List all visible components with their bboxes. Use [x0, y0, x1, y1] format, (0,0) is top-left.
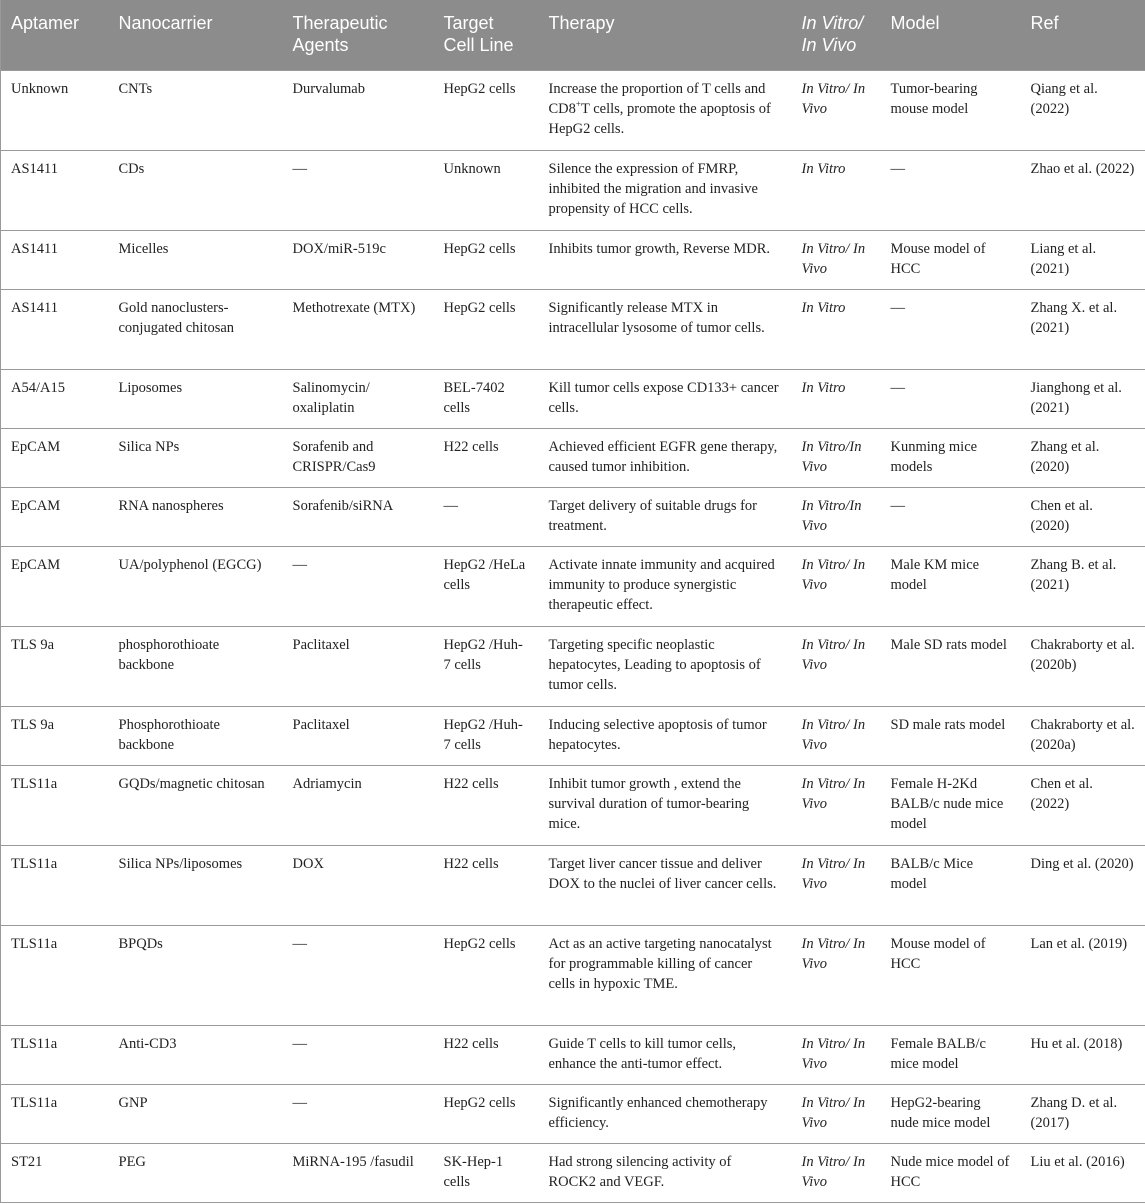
- cell-ref: Chen et al. (2022): [1021, 766, 1145, 846]
- table-header: [1, 0, 1145, 71]
- cell-ref: Hu et al. (2018): [1021, 1026, 1145, 1085]
- cell-aptamer: TLS 9a: [1, 627, 109, 707]
- table-row: [1, 370, 1145, 429]
- cell-therapy: Targeting specific neoplastic hepatocytes, Leading to apoptosis of tumor cells.: [539, 627, 792, 707]
- table-row: [1, 290, 1145, 370]
- cell-therapy: Activate innate immunity and acquired immunity to produce synergistic therapeutic effect.: [539, 547, 792, 627]
- cell-ref: Zhang B. et al. (2021): [1021, 547, 1145, 627]
- cell-model: Female H-2Kd BALB/c nude mice model: [881, 766, 1021, 846]
- cell-agents: Sorafenib/siRNA: [283, 488, 434, 547]
- cell-agents: Paclitaxel: [283, 707, 434, 766]
- cell-ref: Ding et al. (2020): [1021, 846, 1145, 926]
- cell-cell-line: BEL-7402 cells: [434, 370, 539, 429]
- cell-therapy: [539, 71, 792, 151]
- cell-cell-line: HepG2 /HeLa cells: [434, 547, 539, 627]
- cell-model: Nude mice model of HCC: [881, 1144, 1021, 1203]
- cell-study: In Vitro/ In Vivo: [792, 231, 881, 290]
- cell-therapy: Had strong silencing activity of ROCK2 and VEGF.: [539, 1144, 792, 1203]
- cell-cell-line: —: [434, 488, 539, 547]
- table-row: [1, 1144, 1145, 1203]
- cell-agents: MiRNA-195 /fasudil: [283, 1144, 434, 1203]
- cell-study: In Vitro/In Vivo: [792, 429, 881, 488]
- cell-therapy: Guide T cells to kill tumor cells, enhance the anti-tumor effect.: [539, 1026, 792, 1085]
- cell-nanocarrier: CNTs: [109, 71, 283, 151]
- cell-cell-line: H22 cells: [434, 429, 539, 488]
- cell-therapy: Target delivery of suitable drugs for treatment.: [539, 488, 792, 547]
- cell-model: SD male rats model: [881, 707, 1021, 766]
- cell-study: In Vitro/ In Vivo: [792, 71, 881, 151]
- table-row: [1, 1026, 1145, 1085]
- cell-model: Mouse model of HCC: [881, 926, 1021, 1026]
- cell-ref: Chen et al. (2020): [1021, 488, 1145, 547]
- cell-therapy: Kill tumor cells expose CD133+ cancer cells.: [539, 370, 792, 429]
- table-row: [1, 488, 1145, 547]
- header-in-vitro-in-vivo: In Vitro/ In Vivo: [792, 0, 881, 71]
- cell-aptamer: EpCAM: [1, 488, 109, 547]
- cell-agents: Methotrexate (MTX): [283, 290, 434, 370]
- table-body: [1, 71, 1145, 1203]
- cell-therapy: Achieved efficient EGFR gene therapy, caused tumor inhibition.: [539, 429, 792, 488]
- table-row: [1, 151, 1145, 231]
- cell-study: In Vitro/ In Vivo: [792, 1085, 881, 1144]
- cell-model: Tumor-bearing mouse model: [881, 71, 1021, 151]
- cell-aptamer: AS1411: [1, 151, 109, 231]
- cell-cell-line: SK-Hep-1 cells: [434, 1144, 539, 1203]
- cell-study: In Vitro/ In Vivo: [792, 1144, 881, 1203]
- table-row: [1, 429, 1145, 488]
- cell-aptamer: AS1411: [1, 231, 109, 290]
- cell-aptamer: A54/A15: [1, 370, 109, 429]
- cell-study: In Vitro/ In Vivo: [792, 627, 881, 707]
- cell-agents: DOX/miR-519c: [283, 231, 434, 290]
- header-nanocarrier: Nanocarrier: [109, 0, 283, 71]
- cell-model: Male SD rats model: [881, 627, 1021, 707]
- cell-agents: —: [283, 151, 434, 231]
- table-row: [1, 926, 1145, 1026]
- table-row: [1, 547, 1145, 627]
- cell-cell-line: HepG2 cells: [434, 71, 539, 151]
- cell-aptamer: TLS11a: [1, 846, 109, 926]
- cell-nanocarrier: Silica NPs/liposomes: [109, 846, 283, 926]
- cell-study: In Vitro/ In Vivo: [792, 926, 881, 1026]
- therapy-superscript: +: [575, 99, 581, 110]
- therapy-text-post: T cells, promote the apoptosis of HepG2 cells.: [548, 101, 771, 137]
- cell-aptamer: EpCAM: [1, 547, 109, 627]
- cell-nanocarrier: Anti-CD3: [109, 1026, 283, 1085]
- header-therapy: Therapy: [539, 0, 792, 71]
- header-model: Model: [881, 0, 1021, 71]
- cell-nanocarrier: BPQDs: [109, 926, 283, 1026]
- cell-ref: Zhao et al. (2022): [1021, 151, 1145, 231]
- therapy-text-pre: Increase the proportion of T cells and CD8: [548, 81, 766, 117]
- cell-agents: —: [283, 926, 434, 1026]
- cell-study: In Vitro/ In Vivo: [792, 547, 881, 627]
- cell-ref: Lan et al. (2019): [1021, 926, 1145, 1026]
- cell-nanocarrier: Micelles: [109, 231, 283, 290]
- cell-aptamer: Unknown: [1, 71, 109, 151]
- cell-study: In Vitro/ In Vivo: [792, 846, 881, 926]
- cell-aptamer: TLS11a: [1, 926, 109, 1026]
- cell-study: In Vitro/In Vivo: [792, 488, 881, 547]
- cell-nanocarrier: CDs: [109, 151, 283, 231]
- cell-cell-line: H22 cells: [434, 766, 539, 846]
- cell-cell-line: HepG2 cells: [434, 290, 539, 370]
- cell-nanocarrier: Silica NPs: [109, 429, 283, 488]
- cell-therapy: Significantly enhanced chemotherapy efficiency.: [539, 1085, 792, 1144]
- cell-nanocarrier: GNP: [109, 1085, 283, 1144]
- cell-aptamer: EpCAM: [1, 429, 109, 488]
- cell-nanocarrier: GQDs/magnetic chitosan: [109, 766, 283, 846]
- table-row: [1, 627, 1145, 707]
- cell-agents: Paclitaxel: [283, 627, 434, 707]
- cell-study: In Vitro: [792, 290, 881, 370]
- cell-therapy: Act as an active targeting nanocatalyst for programmable killing of cancer cells in hypoxic TME.: [539, 926, 792, 1026]
- cell-cell-line: H22 cells: [434, 846, 539, 926]
- table-row: [1, 707, 1145, 766]
- cell-agents: Adriamycin: [283, 766, 434, 846]
- cell-ref: Qiang et al. (2022): [1021, 71, 1145, 151]
- header-ref: Ref: [1021, 0, 1145, 71]
- cell-agents: —: [283, 1085, 434, 1144]
- cell-study: In Vitro/ In Vivo: [792, 707, 881, 766]
- cell-agents: Salinomycin/ oxaliplatin: [283, 370, 434, 429]
- cell-ref: Zhang D. et al. (2017): [1021, 1085, 1145, 1144]
- table-row: [1, 231, 1145, 290]
- cell-study: In Vitro: [792, 151, 881, 231]
- cell-cell-line: Unknown: [434, 151, 539, 231]
- cell-model: —: [881, 151, 1021, 231]
- header-aptamer: Aptamer: [1, 0, 109, 71]
- cell-nanocarrier: UA/polyphenol (EGCG): [109, 547, 283, 627]
- cell-model: Female BALB/c mice model: [881, 1026, 1021, 1085]
- cell-cell-line: HepG2 /Huh-7 cells: [434, 707, 539, 766]
- cell-ref: Zhang X. et al. (2021): [1021, 290, 1145, 370]
- cell-cell-line: HepG2 cells: [434, 926, 539, 1026]
- cell-cell-line: HepG2 /Huh-7 cells: [434, 627, 539, 707]
- cell-ref: Chakraborty et al. (2020a): [1021, 707, 1145, 766]
- cell-agents: —: [283, 1026, 434, 1085]
- header-target-cell-line: Target Cell Line: [434, 0, 539, 71]
- cell-nanocarrier: Liposomes: [109, 370, 283, 429]
- cell-agents: DOX: [283, 846, 434, 926]
- cell-model: —: [881, 488, 1021, 547]
- cell-agents: Sorafenib and CRISPR/Cas9: [283, 429, 434, 488]
- cell-study: In Vitro/ In Vivo: [792, 1026, 881, 1085]
- cell-model: —: [881, 370, 1021, 429]
- cell-nanocarrier: RNA nanospheres: [109, 488, 283, 547]
- cell-study: In Vitro: [792, 370, 881, 429]
- cell-ref: Chakraborty et al. (2020b): [1021, 627, 1145, 707]
- cell-nanocarrier: phosphorothioate backbone: [109, 627, 283, 707]
- cell-model: BALB/c Mice model: [881, 846, 1021, 926]
- cell-model: Mouse model of HCC: [881, 231, 1021, 290]
- header-row: [1, 0, 1145, 71]
- cell-ref: Zhang et al. (2020): [1021, 429, 1145, 488]
- table-row: [1, 1085, 1145, 1144]
- cell-ref: Liang et al. (2021): [1021, 231, 1145, 290]
- cell-aptamer: TLS11a: [1, 1026, 109, 1085]
- cell-study: In Vitro/ In Vivo: [792, 766, 881, 846]
- cell-therapy: Inducing selective apoptosis of tumor hepatocytes.: [539, 707, 792, 766]
- cell-therapy: Inhibit tumor growth , extend the survival duration of tumor-bearing mice.: [539, 766, 792, 846]
- cell-cell-line: HepG2 cells: [434, 231, 539, 290]
- cell-aptamer: TLS11a: [1, 1085, 109, 1144]
- cell-model: —: [881, 290, 1021, 370]
- cell-nanocarrier: Gold nanoclusters-conjugated chitosan: [109, 290, 283, 370]
- cell-ref: Liu et al. (2016): [1021, 1144, 1145, 1203]
- cell-therapy: Inhibits tumor growth, Reverse MDR.: [539, 231, 792, 290]
- cell-cell-line: H22 cells: [434, 1026, 539, 1085]
- cell-aptamer: TLS11a: [1, 766, 109, 846]
- cell-therapy: Target liver cancer tissue and deliver DOX to the nuclei of liver cancer cells.: [539, 846, 792, 926]
- header-therapeutic-agents: Therapeutic Agents: [283, 0, 434, 71]
- cell-agents: Durvalumab: [283, 71, 434, 151]
- table-row: [1, 846, 1145, 926]
- cell-aptamer: AS1411: [1, 290, 109, 370]
- cell-model: HepG2-bearing nude mice model: [881, 1085, 1021, 1144]
- cell-model: Male KM mice model: [881, 547, 1021, 627]
- cell-aptamer: ST21: [1, 1144, 109, 1203]
- cell-aptamer: TLS 9a: [1, 707, 109, 766]
- cell-therapy: Silence the expression of FMRP, inhibited the migration and invasive propensity of HCC cells.: [539, 151, 792, 231]
- table-row: [1, 71, 1145, 151]
- cell-nanocarrier: PEG: [109, 1144, 283, 1203]
- cell-cell-line: HepG2 cells: [434, 1085, 539, 1144]
- table-row: [1, 766, 1145, 846]
- cell-agents: —: [283, 547, 434, 627]
- cell-model: Kunming mice models: [881, 429, 1021, 488]
- cell-ref: Jianghong et al. (2021): [1021, 370, 1145, 429]
- cell-nanocarrier: Phosphorothioate backbone: [109, 707, 283, 766]
- cell-therapy: Significantly release MTX in intracellular lysosome of tumor cells.: [539, 290, 792, 370]
